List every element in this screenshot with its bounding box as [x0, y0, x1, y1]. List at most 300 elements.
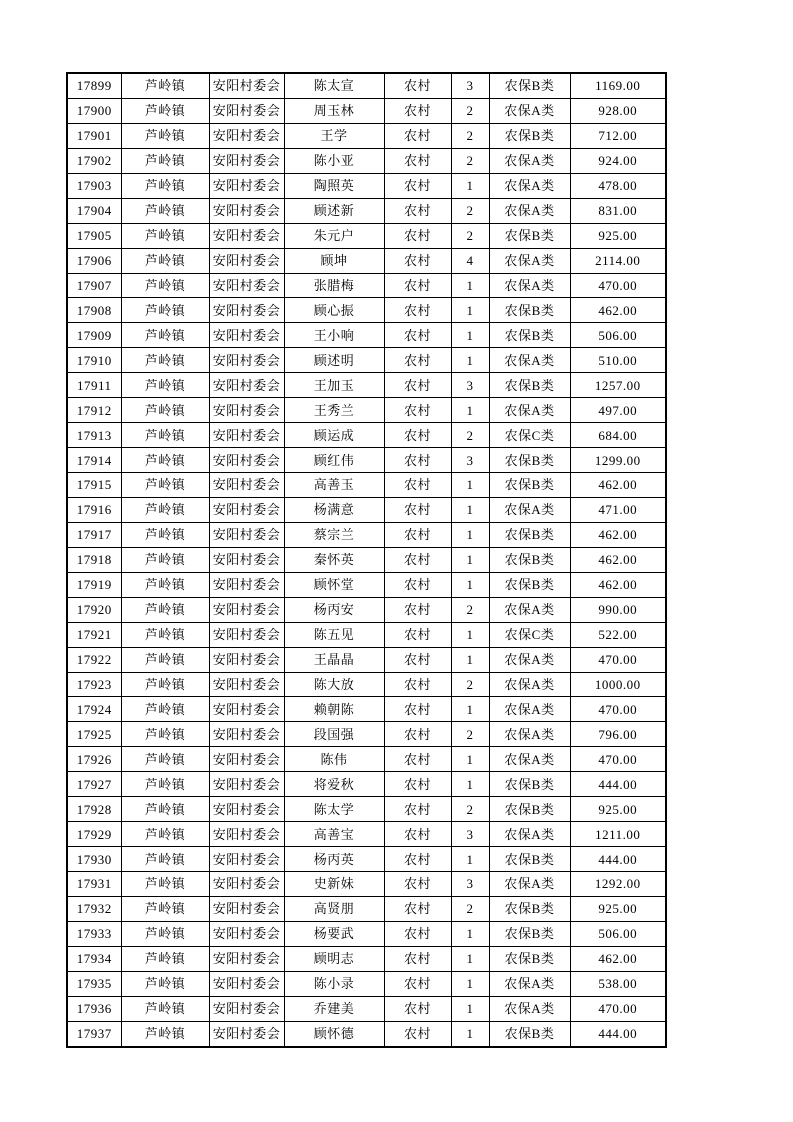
cell-insurance-category: 农保B类	[489, 123, 570, 148]
cell-person-name: 王加玉	[284, 373, 384, 398]
cell-amount: 831.00	[570, 198, 666, 223]
cell-village-committee: 安阳村委会	[209, 797, 284, 822]
cell-record-id: 17928	[67, 797, 121, 822]
cell-person-name: 杨满意	[284, 497, 384, 522]
cell-village-committee: 安阳村委会	[209, 847, 284, 872]
cell-residence-type: 农村	[384, 173, 451, 198]
cell-record-id: 17906	[67, 248, 121, 273]
cell-person-name: 陈小录	[284, 971, 384, 996]
cell-residence-type: 农村	[384, 473, 451, 498]
cell-residence-type: 农村	[384, 647, 451, 672]
cell-town: 芦岭镇	[121, 323, 209, 348]
cell-residence-type: 农村	[384, 872, 451, 897]
cell-record-id: 17902	[67, 148, 121, 173]
cell-village-committee: 安阳村委会	[209, 398, 284, 423]
cell-person-count: 2	[451, 722, 489, 747]
cell-town: 芦岭镇	[121, 1021, 209, 1046]
cell-residence-type: 农村	[384, 348, 451, 373]
cell-record-id: 17910	[67, 348, 121, 373]
cell-amount: 462.00	[570, 522, 666, 547]
cell-record-id: 17905	[67, 223, 121, 248]
cell-person-name: 顾述新	[284, 198, 384, 223]
cell-amount: 796.00	[570, 722, 666, 747]
cell-person-count: 2	[451, 597, 489, 622]
cell-town: 芦岭镇	[121, 996, 209, 1021]
cell-insurance-category: 农保B类	[489, 473, 570, 498]
cell-residence-type: 农村	[384, 747, 451, 772]
cell-residence-type: 农村	[384, 448, 451, 473]
cell-person-count: 1	[451, 971, 489, 996]
cell-residence-type: 农村	[384, 223, 451, 248]
cell-person-name: 陈大放	[284, 672, 384, 697]
cell-insurance-category: 农保B类	[489, 572, 570, 597]
cell-insurance-category: 农保A类	[489, 198, 570, 223]
cell-town: 芦岭镇	[121, 448, 209, 473]
table-row	[67, 273, 666, 298]
cell-town: 芦岭镇	[121, 872, 209, 897]
cell-town: 芦岭镇	[121, 423, 209, 448]
table-row	[67, 73, 666, 98]
cell-town: 芦岭镇	[121, 497, 209, 522]
cell-village-committee: 安阳村委会	[209, 697, 284, 722]
table-row	[67, 797, 666, 822]
cell-record-id: 17925	[67, 722, 121, 747]
cell-person-count: 2	[451, 223, 489, 248]
cell-village-committee: 安阳村委会	[209, 547, 284, 572]
cell-amount: 444.00	[570, 1021, 666, 1046]
cell-village-committee: 安阳村委会	[209, 896, 284, 921]
cell-person-count: 1	[451, 273, 489, 298]
cell-record-id: 17903	[67, 173, 121, 198]
table-body	[67, 73, 666, 1047]
cell-person-name: 杨丙安	[284, 597, 384, 622]
table-row	[67, 148, 666, 173]
cell-person-name: 蔡宗兰	[284, 522, 384, 547]
cell-person-name: 张腊梅	[284, 273, 384, 298]
cell-insurance-category: 农保A类	[489, 98, 570, 123]
table-row	[67, 872, 666, 897]
cell-record-id: 17929	[67, 822, 121, 847]
cell-town: 芦岭镇	[121, 298, 209, 323]
cell-residence-type: 农村	[384, 198, 451, 223]
cell-record-id: 17918	[67, 547, 121, 572]
table-row	[67, 173, 666, 198]
cell-residence-type: 农村	[384, 797, 451, 822]
cell-insurance-category: 农保B类	[489, 797, 570, 822]
table-row	[67, 497, 666, 522]
cell-person-name: 段国强	[284, 722, 384, 747]
cell-village-committee: 安阳村委会	[209, 473, 284, 498]
cell-insurance-category: 农保A类	[489, 996, 570, 1021]
cell-amount: 1211.00	[570, 822, 666, 847]
cell-person-count: 2	[451, 148, 489, 173]
cell-person-name: 高善宝	[284, 822, 384, 847]
table-row	[67, 123, 666, 148]
cell-insurance-category: 农保B类	[489, 73, 570, 98]
cell-person-count: 2	[451, 896, 489, 921]
table-row	[67, 547, 666, 572]
cell-residence-type: 农村	[384, 722, 451, 747]
cell-record-id: 17926	[67, 747, 121, 772]
cell-record-id: 17936	[67, 996, 121, 1021]
cell-person-count: 2	[451, 423, 489, 448]
cell-town: 芦岭镇	[121, 772, 209, 797]
cell-amount: 444.00	[570, 772, 666, 797]
cell-town: 芦岭镇	[121, 73, 209, 98]
cell-village-committee: 安阳村委会	[209, 946, 284, 971]
cell-record-id: 17923	[67, 672, 121, 697]
cell-person-count: 1	[451, 697, 489, 722]
cell-residence-type: 农村	[384, 323, 451, 348]
cell-residence-type: 农村	[384, 847, 451, 872]
cell-residence-type: 农村	[384, 373, 451, 398]
cell-town: 芦岭镇	[121, 946, 209, 971]
cell-person-count: 1	[451, 473, 489, 498]
cell-amount: 462.00	[570, 572, 666, 597]
cell-amount: 462.00	[570, 946, 666, 971]
table-row	[67, 223, 666, 248]
cell-amount: 990.00	[570, 597, 666, 622]
cell-amount: 506.00	[570, 323, 666, 348]
cell-insurance-category: 农保A类	[489, 173, 570, 198]
cell-record-id: 17924	[67, 697, 121, 722]
cell-person-count: 3	[451, 822, 489, 847]
cell-village-committee: 安阳村委会	[209, 772, 284, 797]
cell-amount: 538.00	[570, 971, 666, 996]
table-row	[67, 423, 666, 448]
cell-insurance-category: 农保A类	[489, 497, 570, 522]
table-row	[67, 971, 666, 996]
cell-town: 芦岭镇	[121, 173, 209, 198]
cell-insurance-category: 农保A类	[489, 597, 570, 622]
cell-record-id: 17900	[67, 98, 121, 123]
cell-village-committee: 安阳村委会	[209, 248, 284, 273]
cell-person-name: 史新妹	[284, 872, 384, 897]
cell-person-name: 朱元户	[284, 223, 384, 248]
cell-town: 芦岭镇	[121, 797, 209, 822]
cell-insurance-category: 农保B类	[489, 448, 570, 473]
cell-insurance-category: 农保A类	[489, 248, 570, 273]
cell-record-id: 17934	[67, 946, 121, 971]
cell-town: 芦岭镇	[121, 572, 209, 597]
cell-person-name: 顾明志	[284, 946, 384, 971]
cell-residence-type: 农村	[384, 822, 451, 847]
cell-village-committee: 安阳村委会	[209, 996, 284, 1021]
cell-town: 芦岭镇	[121, 348, 209, 373]
cell-record-id: 17931	[67, 872, 121, 897]
cell-person-name: 王晶晶	[284, 647, 384, 672]
cell-town: 芦岭镇	[121, 647, 209, 672]
cell-person-count: 1	[451, 323, 489, 348]
cell-person-count: 1	[451, 348, 489, 373]
cell-insurance-category: 农保B类	[489, 896, 570, 921]
cell-person-name: 陶照英	[284, 173, 384, 198]
table-row	[67, 597, 666, 622]
table-row	[67, 298, 666, 323]
table-row	[67, 822, 666, 847]
cell-record-id: 17916	[67, 497, 121, 522]
cell-insurance-category: 农保B类	[489, 946, 570, 971]
cell-residence-type: 农村	[384, 996, 451, 1021]
cell-person-count: 2	[451, 98, 489, 123]
cell-person-name: 陈小亚	[284, 148, 384, 173]
cell-record-id: 17917	[67, 522, 121, 547]
cell-insurance-category: 农保C类	[489, 622, 570, 647]
cell-person-count: 3	[451, 373, 489, 398]
cell-amount: 444.00	[570, 847, 666, 872]
cell-record-id: 17904	[67, 198, 121, 223]
cell-village-committee: 安阳村委会	[209, 647, 284, 672]
cell-person-count: 1	[451, 173, 489, 198]
cell-person-count: 1	[451, 547, 489, 572]
cell-person-count: 1	[451, 996, 489, 1021]
cell-insurance-category: 农保B类	[489, 223, 570, 248]
cell-person-name: 王小响	[284, 323, 384, 348]
cell-amount: 925.00	[570, 223, 666, 248]
cell-village-committee: 安阳村委会	[209, 572, 284, 597]
cell-village-committee: 安阳村委会	[209, 323, 284, 348]
cell-insurance-category: 农保B类	[489, 323, 570, 348]
cell-village-committee: 安阳村委会	[209, 148, 284, 173]
table-row	[67, 622, 666, 647]
cell-insurance-category: 农保A类	[489, 822, 570, 847]
cell-amount: 1169.00	[570, 73, 666, 98]
cell-town: 芦岭镇	[121, 672, 209, 697]
payment-table	[66, 72, 667, 1048]
table-row	[67, 522, 666, 547]
cell-person-name: 王学	[284, 123, 384, 148]
cell-person-name: 顾坤	[284, 248, 384, 273]
cell-village-committee: 安阳村委会	[209, 273, 284, 298]
cell-village-committee: 安阳村委会	[209, 373, 284, 398]
cell-amount: 478.00	[570, 173, 666, 198]
cell-amount: 497.00	[570, 398, 666, 423]
cell-record-id: 17922	[67, 647, 121, 672]
cell-insurance-category: 农保C类	[489, 423, 570, 448]
cell-amount: 924.00	[570, 148, 666, 173]
cell-person-name: 赖朝陈	[284, 697, 384, 722]
cell-person-name: 高善玉	[284, 473, 384, 498]
cell-residence-type: 农村	[384, 73, 451, 98]
cell-person-count: 1	[451, 298, 489, 323]
cell-person-name: 杨要武	[284, 921, 384, 946]
cell-insurance-category: 农保B类	[489, 373, 570, 398]
cell-residence-type: 农村	[384, 398, 451, 423]
cell-record-id: 17933	[67, 921, 121, 946]
cell-insurance-category: 农保B类	[489, 522, 570, 547]
cell-town: 芦岭镇	[121, 697, 209, 722]
cell-residence-type: 农村	[384, 98, 451, 123]
cell-record-id: 17911	[67, 373, 121, 398]
table-row	[67, 323, 666, 348]
table-row	[67, 697, 666, 722]
table-row	[67, 373, 666, 398]
table-row	[67, 722, 666, 747]
cell-person-count: 1	[451, 772, 489, 797]
cell-village-committee: 安阳村委会	[209, 822, 284, 847]
cell-town: 芦岭镇	[121, 123, 209, 148]
cell-insurance-category: 农保A类	[489, 747, 570, 772]
cell-person-count: 1	[451, 1021, 489, 1046]
cell-amount: 510.00	[570, 348, 666, 373]
cell-insurance-category: 农保A类	[489, 647, 570, 672]
cell-amount: 1299.00	[570, 448, 666, 473]
cell-town: 芦岭镇	[121, 223, 209, 248]
cell-residence-type: 农村	[384, 921, 451, 946]
cell-amount: 462.00	[570, 547, 666, 572]
table-row	[67, 198, 666, 223]
cell-residence-type: 农村	[384, 497, 451, 522]
cell-insurance-category: 农保B类	[489, 847, 570, 872]
cell-town: 芦岭镇	[121, 822, 209, 847]
table-row	[67, 1021, 666, 1046]
cell-person-name: 王秀兰	[284, 398, 384, 423]
cell-person-name: 秦怀英	[284, 547, 384, 572]
cell-person-count: 1	[451, 647, 489, 672]
cell-residence-type: 农村	[384, 123, 451, 148]
cell-residence-type: 农村	[384, 423, 451, 448]
cell-record-id: 17899	[67, 73, 121, 98]
cell-village-committee: 安阳村委会	[209, 622, 284, 647]
cell-amount: 471.00	[570, 497, 666, 522]
cell-record-id: 17919	[67, 572, 121, 597]
cell-insurance-category: 农保A类	[489, 348, 570, 373]
table-row	[67, 772, 666, 797]
table-row	[67, 348, 666, 373]
cell-record-id: 17937	[67, 1021, 121, 1046]
cell-residence-type: 农村	[384, 672, 451, 697]
cell-town: 芦岭镇	[121, 921, 209, 946]
cell-amount: 470.00	[570, 996, 666, 1021]
cell-person-name: 陈伟	[284, 747, 384, 772]
cell-person-count: 2	[451, 672, 489, 697]
cell-person-name: 陈太宣	[284, 73, 384, 98]
cell-person-count: 1	[451, 747, 489, 772]
cell-insurance-category: 农保B类	[489, 921, 570, 946]
cell-person-count: 1	[451, 946, 489, 971]
table-row	[67, 572, 666, 597]
cell-record-id: 17907	[67, 273, 121, 298]
cell-residence-type: 农村	[384, 572, 451, 597]
cell-residence-type: 农村	[384, 896, 451, 921]
table-row	[67, 647, 666, 672]
cell-record-id: 17920	[67, 597, 121, 622]
cell-town: 芦岭镇	[121, 148, 209, 173]
cell-town: 芦岭镇	[121, 273, 209, 298]
cell-village-committee: 安阳村委会	[209, 921, 284, 946]
cell-town: 芦岭镇	[121, 747, 209, 772]
cell-village-committee: 安阳村委会	[209, 73, 284, 98]
cell-town: 芦岭镇	[121, 971, 209, 996]
cell-residence-type: 农村	[384, 772, 451, 797]
table-row	[67, 98, 666, 123]
cell-amount: 470.00	[570, 273, 666, 298]
table-row	[67, 248, 666, 273]
cell-residence-type: 农村	[384, 547, 451, 572]
cell-village-committee: 安阳村委会	[209, 1021, 284, 1046]
cell-insurance-category: 农保A类	[489, 697, 570, 722]
cell-residence-type: 农村	[384, 273, 451, 298]
cell-village-committee: 安阳村委会	[209, 522, 284, 547]
cell-town: 芦岭镇	[121, 398, 209, 423]
cell-person-name: 顾怀堂	[284, 572, 384, 597]
cell-amount: 928.00	[570, 98, 666, 123]
cell-village-committee: 安阳村委会	[209, 672, 284, 697]
cell-residence-type: 农村	[384, 946, 451, 971]
cell-record-id: 17915	[67, 473, 121, 498]
cell-record-id: 17908	[67, 298, 121, 323]
cell-record-id: 17901	[67, 123, 121, 148]
cell-village-committee: 安阳村委会	[209, 872, 284, 897]
cell-person-name: 顾心振	[284, 298, 384, 323]
cell-insurance-category: 农保A类	[489, 148, 570, 173]
cell-town: 芦岭镇	[121, 622, 209, 647]
cell-amount: 1257.00	[570, 373, 666, 398]
cell-insurance-category: 农保A类	[489, 672, 570, 697]
cell-insurance-category: 农保B类	[489, 772, 570, 797]
cell-village-committee: 安阳村委会	[209, 173, 284, 198]
cell-amount: 506.00	[570, 921, 666, 946]
cell-village-committee: 安阳村委会	[209, 348, 284, 373]
cell-town: 芦岭镇	[121, 597, 209, 622]
cell-village-committee: 安阳村委会	[209, 198, 284, 223]
cell-amount: 925.00	[570, 896, 666, 921]
table-row	[67, 847, 666, 872]
cell-person-name: 顾运成	[284, 423, 384, 448]
cell-person-name: 顾红伟	[284, 448, 384, 473]
cell-person-count: 2	[451, 198, 489, 223]
table-row	[67, 996, 666, 1021]
cell-record-id: 17913	[67, 423, 121, 448]
cell-insurance-category: 农保A类	[489, 398, 570, 423]
cell-person-name: 陈太学	[284, 797, 384, 822]
cell-amount: 470.00	[570, 647, 666, 672]
cell-amount: 712.00	[570, 123, 666, 148]
cell-amount: 2114.00	[570, 248, 666, 273]
cell-person-count: 1	[451, 398, 489, 423]
cell-person-count: 1	[451, 622, 489, 647]
table-row	[67, 448, 666, 473]
cell-residence-type: 农村	[384, 622, 451, 647]
cell-insurance-category: 农保A类	[489, 971, 570, 996]
cell-village-committee: 安阳村委会	[209, 722, 284, 747]
cell-village-committee: 安阳村委会	[209, 298, 284, 323]
cell-village-committee: 安阳村委会	[209, 98, 284, 123]
cell-amount: 925.00	[570, 797, 666, 822]
table-row	[67, 946, 666, 971]
cell-insurance-category: 农保A类	[489, 273, 570, 298]
cell-insurance-category: 农保B类	[489, 547, 570, 572]
cell-amount: 684.00	[570, 423, 666, 448]
table-row	[67, 921, 666, 946]
cell-record-id: 17909	[67, 323, 121, 348]
cell-person-count: 4	[451, 248, 489, 273]
cell-insurance-category: 农保B类	[489, 298, 570, 323]
cell-amount: 1292.00	[570, 872, 666, 897]
cell-residence-type: 农村	[384, 597, 451, 622]
cell-town: 芦岭镇	[121, 473, 209, 498]
cell-record-id: 17927	[67, 772, 121, 797]
cell-town: 芦岭镇	[121, 547, 209, 572]
cell-person-name: 顾述明	[284, 348, 384, 373]
cell-town: 芦岭镇	[121, 373, 209, 398]
cell-village-committee: 安阳村委会	[209, 123, 284, 148]
cell-town: 芦岭镇	[121, 896, 209, 921]
cell-amount: 522.00	[570, 622, 666, 647]
table-row	[67, 896, 666, 921]
table-row	[67, 398, 666, 423]
cell-town: 芦岭镇	[121, 248, 209, 273]
